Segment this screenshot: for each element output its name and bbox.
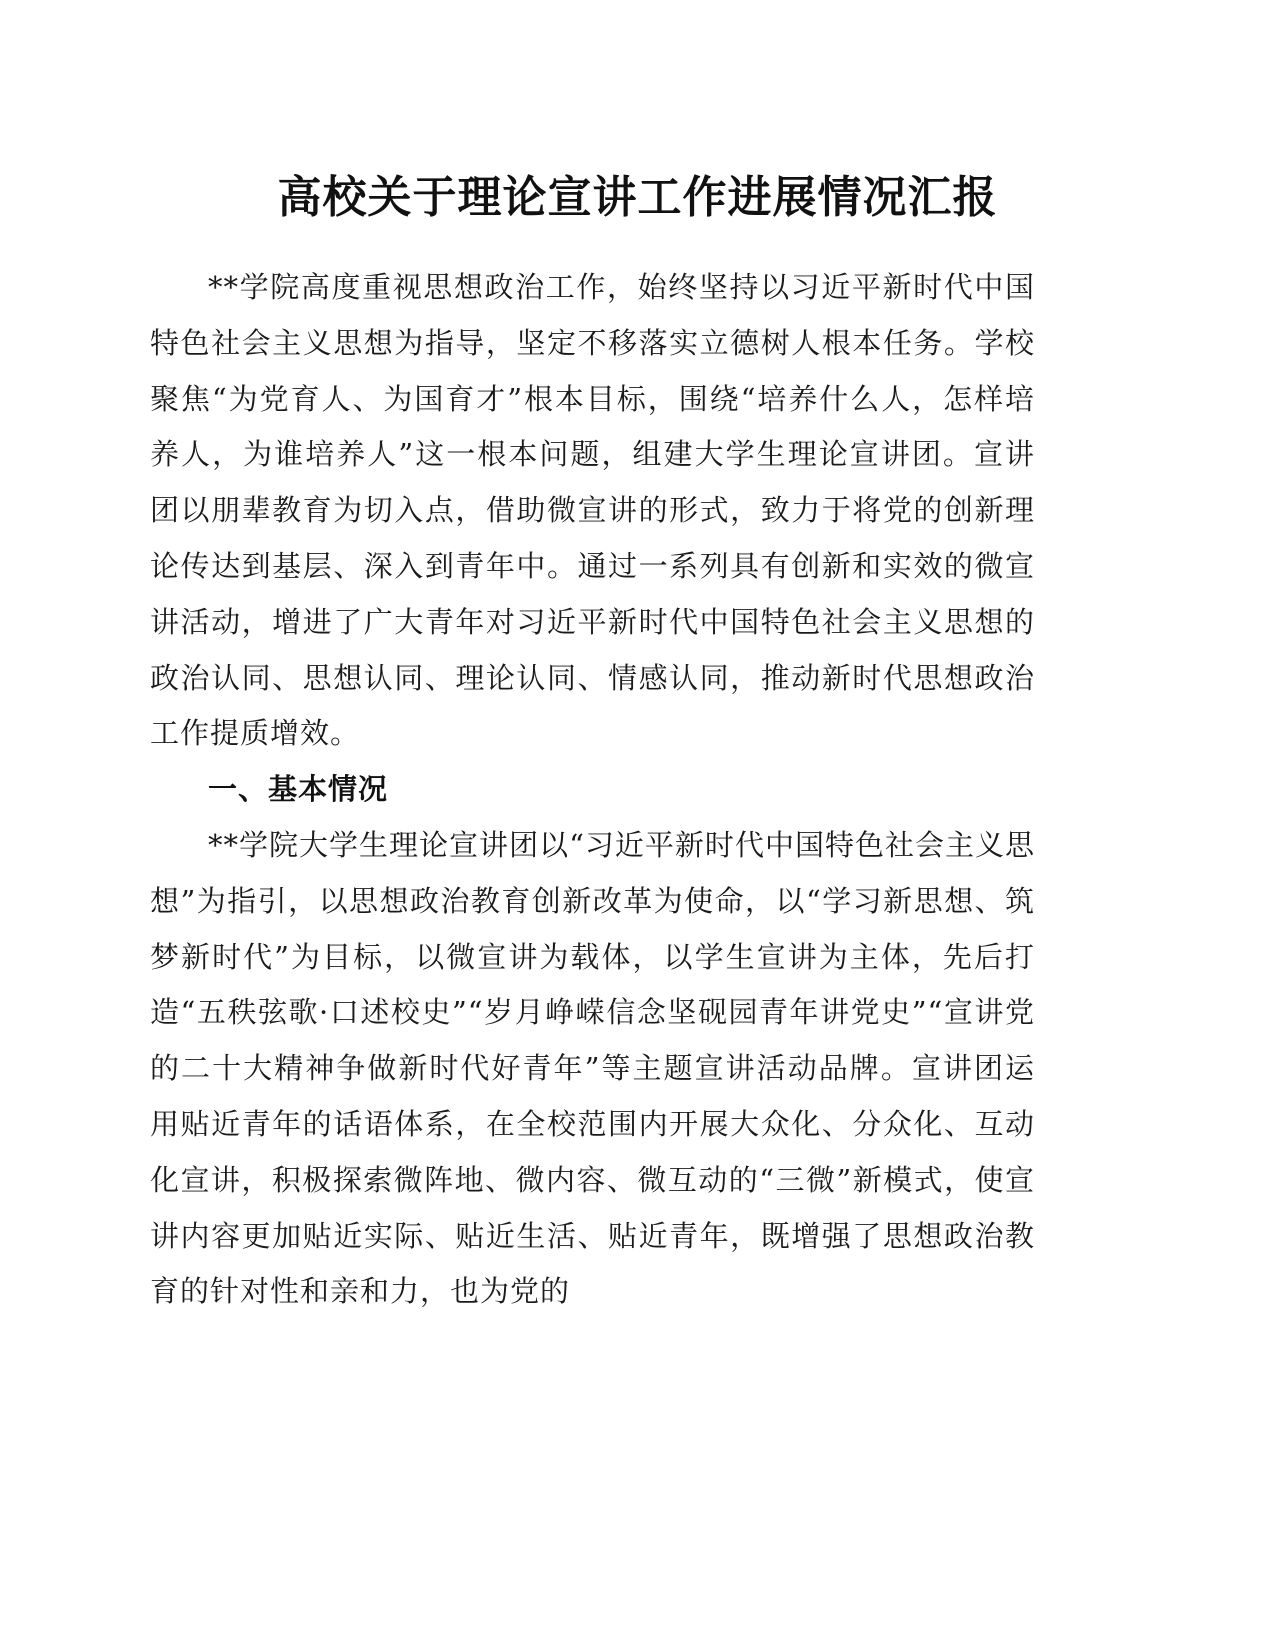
intro-paragraph: **学院高度重视思想政治工作，始终坚持以习近平新时代中国特色社会主义思想为指导，坚定不移落实立德树人根本任务。学校聚焦“为党育人、为国育才”根本目标，围绕“培养什么人，怎样培养人，为谁培养人”这一根本问题，组建大学生理论宣讲团。宣讲团以朋辈教育为切入点，借助微宣讲的形式，致力于将党的创新理论传达到基层、深入到青年中。通过一系列具有创新和实效的微宣讲活动，增进了广大青年对习近平新时代中国特色社会主义思想的政治认同、思想认同、理论认同、情感认同，推动新时代思想政治工作提质增效。	[150, 270, 1035, 751]
document-body	[150, 260, 1035, 1320]
section-paragraph-basic-situation: **学院大学生理论宣讲团以“习近平新时代中国特色社会主义思想”为指引，以思想政治教育创新改革为使命，以“学习新思想、筑梦新时代”为目标，以微宣讲为载体，以学生宣讲为主体，先后打造“五秩弦歌·口述校史”“岁月峥嵘信念坚砚园青年讲党史”“宣讲党的二十大精神争做新时代好青年”等主题宣讲活动品牌。宣讲团运用贴近青年的话语体系，在全校范围内开展大众化、分众化、互动化宣讲，积极探索微阵地、微内容、微互动的“三微”新模式，使宣讲内容更加贴近实际、贴近生活、贴近青年，既增强了思想政治教育的针对性和亲和力，也为党的	[150, 827, 1035, 1309]
document-title: 高校关于理论宣讲工作进展情况汇报	[277, 172, 998, 223]
section-heading-basic-situation: 一、基本情况	[208, 772, 389, 807]
